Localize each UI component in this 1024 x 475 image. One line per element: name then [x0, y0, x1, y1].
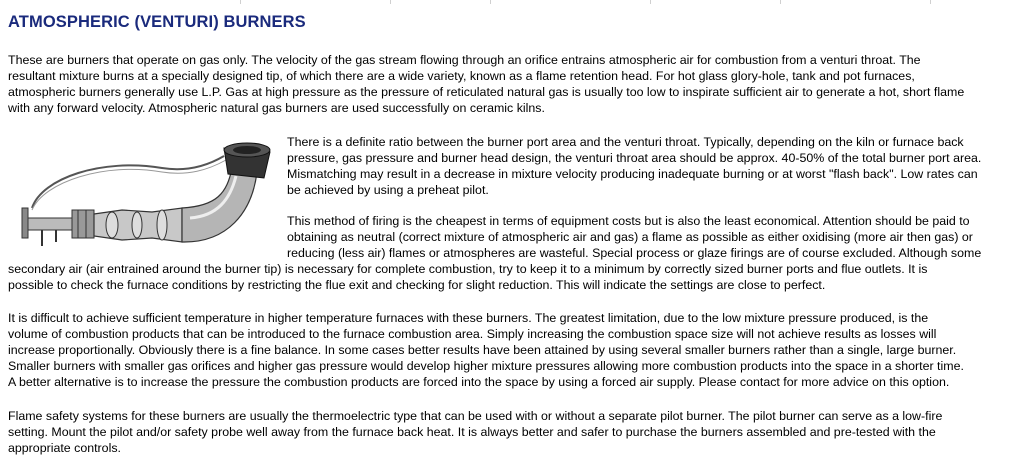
text-line: It is difficult to achieve sufficient temperature in higher temperature furnaces with these burners. The greatest limitation, due to the low mixture pressure produced, is the — [8, 311, 929, 325]
text-line: Smaller burners with smaller gas orifices and higher gas pressure would develop higher mixture pressures allowing more combustion products into the space in a shorter time. — [8, 359, 964, 373]
text-line: A better alternative is to increase the pressure the combustion products are forced into the space by using a forced air supply. Please contact for more advice on this option. — [8, 375, 950, 389]
burner-illustration — [12, 138, 280, 260]
tab-divider — [650, 0, 781, 4]
tab-divider — [390, 0, 491, 4]
tab-divider — [0, 0, 241, 4]
text-line: Mismatching may result in a decrease in mixture velocity producing inadequate burning or at worst "flash back". Low rates can — [287, 167, 978, 181]
paragraph-flame-safety — [8, 408, 942, 456]
text-line: This method of firing is the cheapest in terms of equipment costs but is also the least economical. Attention should be paid to — [287, 214, 970, 228]
tab-divider — [490, 0, 651, 4]
burner-drawing — [12, 138, 280, 260]
text-line: secondary air (air entrained around the burner tip) is necessary for complete combustion, try to keep it to a minimum by correctly sized burner ports and flue outlets. It is — [8, 262, 928, 276]
text-line: There is a definite ratio between the burner port area and the venturi throat. Typically, depending on the kiln or furnace back — [287, 135, 964, 149]
paragraph-intro — [8, 52, 964, 116]
paragraph-firing-continued — [8, 261, 927, 293]
text-line: appropriate controls. — [8, 441, 121, 455]
text-line: pressure, gas pressure and burner head design, the venturi throat area should be approx. 40-50% of the total burner port area. — [287, 151, 982, 165]
text-line: obtaining as neutral (correct mixture of atmospheric air and gas) a flame as possible as either oxidising (more air then gas) or — [287, 230, 973, 244]
text-line: increase proportionally. Obviously there is a fine balance. In some cases better results have been attained by using several smaller burners rather than a single, large burner. — [8, 343, 957, 357]
text-line: setting. Mount the pilot and/or safety probe well away from the furnace back heat. It is always better and safer to purchase the burners assembled and pre-tested with the — [8, 425, 936, 439]
text-line: atmospheric burners generally use L.P. Gas at high pressure as the pressure of reticulated natural gas is usually too low to inspirate sufficient air to generate a hot, short flame — [8, 85, 965, 99]
top-tab-strip — [0, 0, 1024, 4]
text-line: reducing (less air) flames or atmospheres are wasteful. Special process or glaze firings are of course excluded. Although some — [287, 246, 982, 260]
text-line: be achieved by using a preheat pilot. — [287, 183, 489, 197]
text-line: volume of combustion products that can be introduced to the furnace combustion area. Simply increasing the combustion space size will not achieve results as losses will — [8, 327, 937, 341]
text-line: resultant mixture burns at a specially designed tip, of which there are a wide variety, known as a flame retention head. For hot glass glory-hole, tank and pot furnaces, — [8, 69, 915, 83]
tab-divider — [240, 0, 391, 4]
text-line: with any forward velocity. Atmospheric natural gas burners are used successfully on ceramic kilns. — [8, 101, 545, 115]
paragraph-ratio — [287, 134, 981, 198]
text-line: Flame safety systems for these burners are usually the thermoelectric type that can be used with or without a separate pilot burner. The pilot burner can serve as a low-fire — [8, 409, 943, 423]
paragraph-limitations — [8, 310, 964, 390]
page-title: ATMOSPHERIC (VENTURI) BURNERS — [8, 13, 306, 31]
paragraph-firing-indented — [287, 213, 981, 261]
text-line: possible to check the furnace conditions by restricting the flue exit and checking for slight reduction. This will indicate the settings are close to perfect. — [8, 278, 826, 292]
tab-divider — [780, 0, 931, 4]
text-line: These are burners that operate on gas only. The velocity of the gas stream flowing through an orifice entrains atmospheric air for combustion from a venturi throat. The — [8, 53, 921, 67]
